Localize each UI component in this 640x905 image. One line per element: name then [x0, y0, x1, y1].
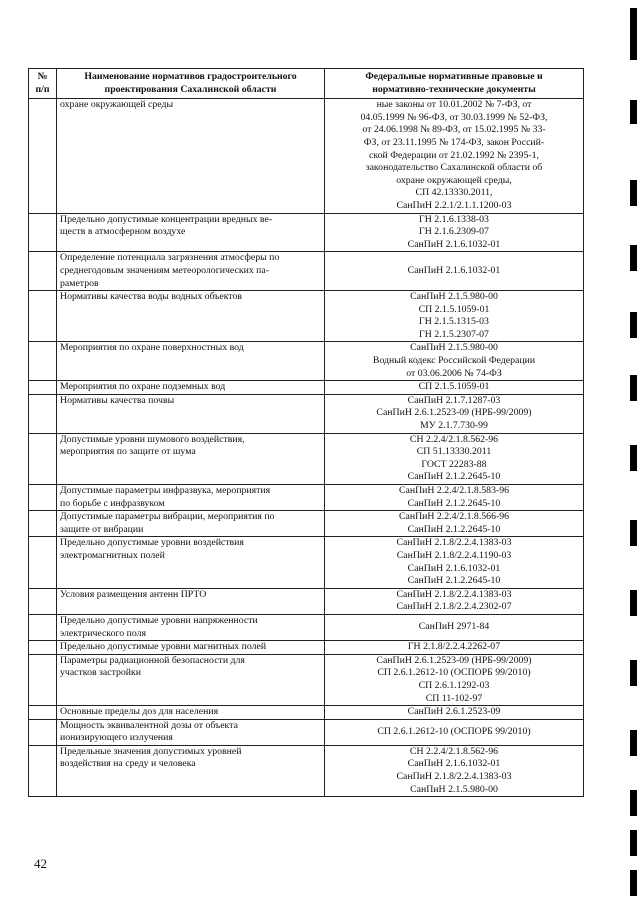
- table-header-row: [29, 69, 584, 99]
- documents-cell: [325, 291, 584, 342]
- normative-name-line: раметров: [60, 277, 99, 289]
- document-line: от 24.06.1998 № 89-ФЗ, от 15.02.1995 № 33-: [362, 124, 546, 136]
- documents-cell: [325, 719, 584, 745]
- document-line: СанПиН 2.2.4/2.1.8.566-96: [398, 511, 510, 523]
- normative-name-cell: [57, 511, 325, 537]
- documents-cell: [325, 394, 584, 433]
- document-line: от 03.06.2006 № 74-ФЗ: [406, 367, 502, 379]
- document-line: СанПиН 2.1.8/2.2.4.1383-03: [396, 537, 512, 549]
- table-row: [29, 745, 584, 796]
- document-line: Водный кодекс Российской Федерации: [372, 355, 536, 367]
- normative-name-line: Параметры радиационной безопасности для: [60, 654, 245, 666]
- document-line: СанПиН 2.1.7.1287-03: [407, 394, 501, 406]
- document-line: СанПиН 2.1.2.2645-10: [407, 471, 501, 483]
- header-num-line: №: [37, 71, 48, 82]
- document-line: СанПиН 2.1.6.1032-01: [407, 238, 501, 250]
- documents-cell: [325, 252, 584, 291]
- document-line: МУ 2.1.7.730-99: [420, 420, 488, 432]
- document-line: СанПиН 2971-84: [418, 621, 490, 633]
- table-row: [29, 654, 584, 705]
- header-docs-line: Федеральные нормативные правовые и: [365, 71, 543, 82]
- table-row: [29, 433, 584, 484]
- table-row: [29, 485, 584, 511]
- document-line: СН 2.2.4/2.1.8.562-96: [409, 745, 499, 757]
- documents-cell: [325, 213, 584, 252]
- scan-edge-mark: [630, 830, 637, 856]
- documents-cell: [325, 745, 584, 796]
- row-number-cell: [29, 433, 57, 484]
- document-line: СанПиН 2.1.8/2.2.4.1190-03: [396, 549, 512, 561]
- row-number-cell: [29, 291, 57, 342]
- documents-cell: [325, 588, 584, 614]
- document-line: СанПиН 2.1.2.2645-10: [407, 523, 501, 535]
- scan-edge-mark: [630, 730, 637, 756]
- row-number-cell: [29, 745, 57, 796]
- normative-name-line: электрического поля: [60, 627, 146, 639]
- documents-cell: [325, 342, 584, 381]
- normative-name-cell: [57, 706, 325, 720]
- normative-name-cell: [57, 433, 325, 484]
- normative-name-line: Мощность эквивалентной дозы от объекта: [60, 719, 238, 731]
- header-name-line: Наименование нормативов градостроительного: [84, 71, 297, 82]
- row-number-cell: [29, 719, 57, 745]
- scan-edge-mark: [630, 8, 637, 60]
- document-line: СанПиН 2.6.1.2523-09 (НРБ-99/2009): [376, 654, 532, 666]
- documents-cell: [325, 511, 584, 537]
- normative-name-line: Предельно допустимые концентрации вредных ве-: [60, 213, 273, 225]
- normative-name-line: ионизирующего излучения: [60, 732, 173, 744]
- row-number-cell: [29, 381, 57, 395]
- scan-edge-mark: [630, 520, 637, 546]
- row-number-cell: [29, 537, 57, 588]
- row-number-cell: [29, 641, 57, 655]
- row-number-cell: [29, 252, 57, 291]
- document-line: ГН 2.1.6.1338-03: [419, 213, 489, 225]
- document-line: СП 51.13330.2011: [416, 446, 492, 458]
- scan-edge-mark: [630, 312, 637, 338]
- document-line: СанПиН 2.1.2.2645-10: [407, 575, 501, 587]
- normative-name-line: защите от вибрации: [60, 523, 144, 535]
- page-number: 42: [34, 856, 47, 871]
- normative-name-cell: [57, 719, 325, 745]
- table-row: [29, 99, 584, 213]
- document-line: СанПиН 2.1.8/2.2.4.2302-07: [396, 601, 512, 613]
- row-number-cell: [29, 99, 57, 213]
- header-docs-line: нормативно-технические документы: [372, 83, 536, 95]
- normative-name-line: Определение потенциала загрязнения атмосферы по: [60, 252, 280, 264]
- row-number-cell: [29, 485, 57, 511]
- document-line: ГН 2.1.5.2307-07: [419, 328, 489, 340]
- normative-name-cell: [57, 654, 325, 705]
- normative-name-cell: [57, 614, 325, 640]
- normative-name-line: Условия размещения антенн ПРТО: [60, 588, 207, 600]
- documents-cell: [325, 614, 584, 640]
- normative-name-line: воздействия на среду и человека: [60, 758, 196, 770]
- document-line: СанПиН 2.1.8/2.2.4.1383-03: [396, 771, 512, 783]
- normative-name-line: мероприятия по защите от шума: [60, 446, 196, 458]
- document-line: ные законы от 10.01.2002 № 7-ФЗ, от: [376, 99, 532, 111]
- table-body: [29, 99, 584, 797]
- table-row: [29, 291, 584, 342]
- normative-name-cell: [57, 537, 325, 588]
- table-row: [29, 252, 584, 291]
- normative-name-line: Предельно допустимые уровни воздействия: [60, 537, 244, 549]
- table-row: [29, 213, 584, 252]
- document-line: СП 11-102-97: [425, 692, 483, 704]
- normative-name-line: по борьбе с инфразвуком: [60, 497, 165, 509]
- document-line: ГН 2.1.5.1315-03: [419, 316, 489, 328]
- document-line: СанПиН 2.2.1/2.1.1.1200-03: [396, 199, 512, 211]
- row-number-cell: [29, 654, 57, 705]
- normative-name-line: Предельные значения допустимых уровней: [60, 745, 242, 757]
- normative-name-line: Предельно допустимые уровни магнитных полей: [60, 641, 267, 653]
- document-line: ГОСТ 22283-88: [421, 458, 487, 470]
- scan-edge-mark: [630, 245, 637, 271]
- normative-name-line: Предельно допустимые уровни напряженности: [60, 614, 258, 626]
- row-number-cell: [29, 342, 57, 381]
- document-line: СН 2.2.4/2.1.8.562-96: [409, 433, 499, 445]
- normative-name-line: Допустимые уровни шумового воздействия,: [60, 433, 245, 445]
- normative-name-cell: [57, 485, 325, 511]
- normative-name-cell: [57, 394, 325, 433]
- normative-name-cell: [57, 99, 325, 213]
- document-line: СанПиН 2.1.6.1032-01: [407, 264, 501, 276]
- normative-name-cell: [57, 381, 325, 395]
- documents-cell: [325, 485, 584, 511]
- documents-cell: [325, 537, 584, 588]
- document-line: СанПиН 2.2.4/2.1.8.583-96: [398, 485, 510, 496]
- documents-cell: [325, 381, 584, 395]
- normatives-table: [28, 68, 584, 797]
- normative-name-cell: [57, 342, 325, 381]
- documents-cell: [325, 706, 584, 720]
- table-row: [29, 511, 584, 537]
- document-line: ской Федерации от 21.02.1992 № 2395-1,: [369, 149, 539, 161]
- document-line: СанПиН 2.1.6.1032-01: [407, 562, 501, 574]
- table-row: [29, 614, 584, 640]
- header-name-line: проектирования Сахалинской области: [104, 83, 277, 95]
- normative-name-line: Мероприятия по охране подземных вод: [60, 381, 226, 393]
- documents-cell: [325, 654, 584, 705]
- scan-edge-mark: [630, 180, 637, 206]
- document-line: ФЗ, от 23.11.1995 № 174-ФЗ, закон Россий-: [363, 136, 545, 148]
- document-line: ГН 2.1.8/2.2.4.2262-07: [407, 641, 501, 653]
- scan-edge-mark: [630, 375, 637, 401]
- normative-name-cell: [57, 291, 325, 342]
- table-row: [29, 537, 584, 588]
- document-line: СП 2.6.1.2612-10 (ОСПОРБ 99/2010): [377, 667, 531, 679]
- scan-edge-mark: [630, 790, 637, 816]
- documents-cell: [325, 99, 584, 213]
- normative-name-cell: [57, 745, 325, 796]
- document-line: СанПиН 2.1.5.980-00: [410, 291, 498, 303]
- normative-name-line: Нормативы качества воды водных объектов: [60, 291, 243, 303]
- row-number-cell: [29, 394, 57, 433]
- table-row: [29, 394, 584, 433]
- normative-name-line: электромагнитных полей: [60, 549, 165, 561]
- document-line: СанПиН 2.1.5.980-00: [410, 783, 498, 795]
- normative-name-cell: [57, 588, 325, 614]
- normative-name-cell: [57, 213, 325, 252]
- documents-cell: [325, 433, 584, 484]
- row-number-cell: [29, 213, 57, 252]
- scan-edge-mark: [630, 100, 637, 124]
- document-line: СП 42.13330.2011,: [415, 187, 493, 199]
- table-row: [29, 381, 584, 395]
- document-line: СанПиН 2.1.8/2.2.4.1383-03: [396, 588, 512, 600]
- normative-name-line: Допустимые параметры инфразвука, мероприятия: [60, 485, 271, 496]
- document-line: СП 2.6.1.1292-03: [418, 679, 490, 691]
- normative-name-line: Допустимые параметры вибрации, мероприятия по: [60, 511, 275, 523]
- normative-name-cell: [57, 252, 325, 291]
- document-line: СанПиН 2.1.5.980-00: [410, 342, 498, 354]
- header-docs: [325, 69, 584, 99]
- table-row: [29, 641, 584, 655]
- document-line: охране окружающей среды,: [396, 174, 512, 186]
- table-row: [29, 719, 584, 745]
- scan-edge-mark: [630, 590, 637, 616]
- document-line: законодательство Сахалинской области об: [365, 162, 543, 174]
- normative-name-cell: [57, 641, 325, 655]
- table-row: [29, 588, 584, 614]
- normative-name-line: участков застройки: [60, 667, 142, 679]
- row-number-cell: [29, 588, 57, 614]
- normative-name-line: охране окружающей среды: [60, 99, 174, 111]
- header-name: [57, 69, 325, 99]
- document-line: СанПиН 2.1.6.1032-01: [407, 758, 501, 770]
- scan-edge-mark: [630, 445, 637, 471]
- document-line: СанПиН 2.6.1.2523-09 (НРБ-99/2009): [376, 407, 532, 419]
- header-num-line: п/п: [35, 83, 50, 95]
- normative-name-line: ществ в атмосферном воздухе: [60, 226, 186, 238]
- normative-name-line: среднегодовым значениям метеорологических па-: [60, 264, 270, 276]
- scan-edge-mark: [630, 660, 637, 686]
- document-line: 04.05.1999 № 96-ФЗ, от 30.03.1999 № 52-ФЗ,: [360, 111, 548, 123]
- document-line: СП 2.1.5.1059-01: [418, 381, 490, 393]
- row-number-cell: [29, 511, 57, 537]
- document-line: СП 2.6.1.2612-10 (ОСПОРБ 99/2010): [377, 725, 531, 737]
- normative-name-line: Основные пределы доз для населения: [60, 706, 219, 718]
- normative-name-line: Нормативы качества почвы: [60, 394, 175, 406]
- documents-cell: [325, 641, 584, 655]
- document-line: СанПиН 2.1.2.2645-10: [407, 497, 501, 509]
- document-line: ГН 2.1.6.2309-07: [419, 226, 489, 238]
- document-line: СП 2.1.5.1059-01: [418, 303, 490, 315]
- scan-edge-marks: [622, 0, 640, 905]
- row-number-cell: [29, 614, 57, 640]
- row-number-cell: [29, 706, 57, 720]
- table-row: [29, 342, 584, 381]
- scan-edge-mark: [630, 870, 637, 896]
- document-line: СанПиН 2.6.1.2523-09: [407, 706, 501, 718]
- table-row: [29, 706, 584, 720]
- header-num: [29, 69, 57, 99]
- normative-name-line: Мероприятия по охране поверхностных вод: [60, 342, 244, 354]
